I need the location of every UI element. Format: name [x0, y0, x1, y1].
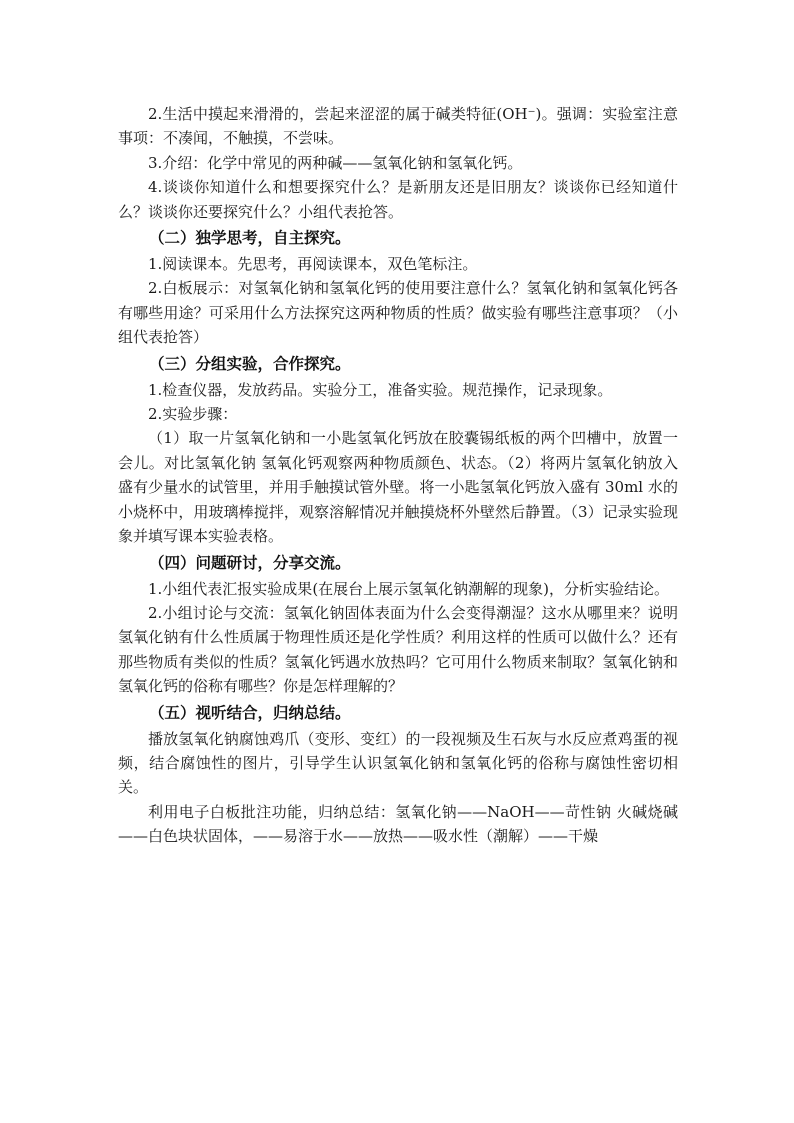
paragraph-experiment-steps: （1）取一片氢氧化钠和一小匙氢氧化钙放在胶囊锡纸板的两个凹槽中，放置一会儿。对比氢氧化钠 氢氧化钙观察两种物质颜色、状态。（2）将两片氢氧化钠放入盛有少量水的试管里，并用手触摸试管外壁。将一小匙氢氧化钙放入盛有 30ml 水的小烧杯中，用玻璃棒搅拌，观察溶解情况并触摸烧杯外壁然后静置。（3）记录实验现象并填写课本实验表格。 — [118, 429, 678, 546]
paragraph-section5-1: 播放氢氧化钠腐蚀鸡爪（变形、变红）的一段视频及生石灰与水反应煮鸡蛋的视频，结合腐蚀性的图片，引导学生认识氢氧化钠和氢氧化钙的俗称与腐蚀性密切相关。 — [118, 729, 678, 797]
paragraph-section5-2: 利用电子白板批注功能，归纳总结：氢氧化钠——NaOH——苛性钠 火碱烧碱——白色块状固体，——易溶于水——放热——吸水性（潮解）——干燥 — [118, 802, 678, 846]
paragraph-section4-1: 1.小组代表汇报实验成果(在展台上展示氢氧化钠潮解的现象)，分析实验结论。 — [148, 579, 670, 598]
section-heading-2: （二）独学思考，自主探究。 — [149, 229, 351, 248]
paragraph-intro-3: 3.介绍：化学中常见的两种碱——氢氧化钠和氢氧化钙。 — [148, 153, 523, 172]
paragraph-section3-2: 2.实验步骤： — [148, 405, 238, 424]
section-heading-5: （五）视听结合，归纳总结。 — [149, 703, 351, 722]
paragraph-section3-1: 1.检查仪器，发放药品。实验分工，准备实验。规范操作，记录现象。 — [148, 380, 613, 399]
paragraph-section2-2: 2.白板展示：对氢氧化钠和氢氧化钙的使用要注意什么？氢氧化钠和氢氧化钙各有哪些用途？可采用什么方法探究这两种物质的性质？做实验有哪些注意事项？（小组代表抢答） — [118, 279, 678, 347]
paragraph-intro-4: 4.谈谈你知道什么和想要探究什么？是新朋友还是旧朋友？谈谈你已经知道什么？谈谈你还要探究什么？小组代表抢答。 — [118, 178, 678, 221]
paragraph-section2-1: 1.阅读课本。先思考，再阅读课本，双色笔标注。 — [148, 255, 478, 274]
paragraph-section4-2: 2.小组讨论与交流：氢氧化钠固体表面为什么会变得潮湿？这水从哪里来？说明氢氧化钠有什么性质属于物理性质还是化学性质？利用这样的性质可以做什么？还有那些物质有类似的性质？氢氧化钙遇水放热吗？它可用什么物质来制取？氢氧化钠和氢氧化钙的俗称有哪些？你是怎样理解的？ — [118, 603, 678, 696]
document-body — [118, 102, 678, 849]
section-heading-4: （四）问题研讨，分享交流。 — [149, 553, 351, 572]
paragraph-intro-2: 2.生活中摸起来滑滑的，尝起来涩涩的属于碱类特征(OH⁻)。强调：实验室注意事项：不凑闻，不触摸，不尝味。 — [118, 105, 678, 148]
section-heading-3: （三）分组实验，合作探究。 — [149, 354, 351, 373]
